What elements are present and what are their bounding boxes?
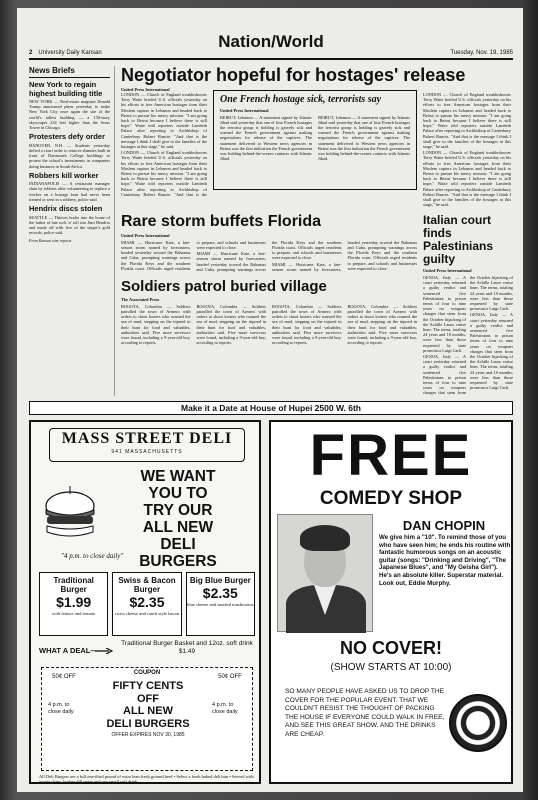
brief-item bbox=[29, 81, 110, 130]
lead-byline: United Press International bbox=[121, 86, 170, 92]
no-cover-text: NO COVER! bbox=[339, 638, 442, 658]
colombia-story bbox=[121, 279, 417, 397]
house-of-hupei-banner: Make it a Date at House of Hupei 2500 W. 6th bbox=[29, 401, 513, 415]
sidebar-byline: United Press International bbox=[220, 107, 269, 113]
colombia-byline: The Associated Press bbox=[121, 296, 160, 302]
brief-text: INDIANAPOLIS — A restaurant manager slain by robbers after volunteering to replace a worker on a hostage loan had never been trained or seen in a robbery, police said. bbox=[29, 181, 110, 202]
newspaper-page bbox=[17, 8, 523, 792]
deal-text: Traditional Burger Basket and 12oz. soft drink $1.49 bbox=[121, 640, 253, 655]
comedian-photo bbox=[277, 514, 373, 632]
colombia-headline: Soldiers patrol buried village bbox=[121, 279, 327, 295]
page-header bbox=[29, 30, 513, 60]
lead-body-continued: LONDON — Church of England troubleshooter Terry Waite briefed U.S. officials yesterday on his efforts to free American hostages from their Moslem captors in Lebanon and headed back to Beirut to pursue his mercy mission. "I am going back to Beirut because I believe there is still hope," Waite told reporters outside Lambeth Palace after reporting to Archbishop of Canterbury Robert Runcie. "And that is the message I think I shall give to the families of the hostages at this stage," he said. LONDON — Church of England troubleshooter Terry Waite briefed U.S. officials yesterday on his efforts to free American hostages from their Moslem captors in Lebanon and headed back to Beirut to pursue his mercy mission. "I am going back to Beirut because I believe there is still hope," Waite told reporters outside Lambeth Palace after reporting to Archbishop of Canterbury Robert Runcie. "And that is the message I think I shall give to the families of the hostages at this stage," he said. bbox=[423, 92, 511, 208]
coupon-discount: 50¢ OFF bbox=[218, 674, 242, 680]
deli-headline: WE WANT YOU TO TRY OUR ALL NEW DELI BURGERS bbox=[139, 468, 217, 570]
brief-item bbox=[29, 205, 110, 235]
deal-row bbox=[39, 640, 255, 664]
comedian-bio: We give him a "10". To remind those of you who have seen him; he ends his routine with fantastic humorous songs on an acoustic guitar (songs: "Drinking and Driving", "The Japanese Blues", and "My Geisha Girl"). He's an absolute killer. Superstar material. Look out, Eddie Murphy. bbox=[379, 534, 511, 587]
italy-story bbox=[423, 214, 513, 397]
brief-headline: Robbers kill worker bbox=[29, 170, 99, 180]
brief-headline: Hendrix discs stolen bbox=[29, 204, 103, 214]
comedy-body-text: SO MANY PEOPLE HAVE ASKED US TO DROP THE COVER FOR THE POPULAR EVENT. THAT WE COULDN'T RESIST THE THOUGHT OF PACKING THE HOUSE IF EVERYONE COULD WALK IN FREE, AND SEE THIS GREAT SHOW. AND THE DRINKS ARE CHEAP. bbox=[285, 688, 445, 738]
italy-byline: United Press International bbox=[423, 268, 472, 273]
burger-price-list bbox=[39, 572, 255, 636]
florida-story bbox=[121, 214, 417, 276]
brief-text: NEW YORK — Real-estate magnate Donald Trump announced plans yesterday to make New York City once again the site of the world's tallest building — a 150-story skyscraper 234 feet higher than the Sears Tower in Chicago. bbox=[29, 99, 110, 131]
italy-headline: Italian court finds Palestinians guilty bbox=[423, 214, 494, 266]
sidebar-story bbox=[213, 90, 417, 190]
italy-body: GENOA, Italy — A court yesterday returned a guilty verdict and sentenced five Palestinians to prison terms of four to nine years on weapons charges that stem from the October hijacking of the Achille Lauro cruise liner. The terms, totaling 24 years and 10 months, were less than those requested by state prosecutor Luigi Carli. GENOA, Italy — A court yesterday returned a guilty verdict and sentenced five Palestinians to prison terms of four to nine years on weapons charges that stem from the October hijacking of the Achille Lauro cruise liner. The terms, totaling 24 years and 10 months, were less than those requested by state prosecutor Luigi Carli. GENOA, Italy — A court yesterday returned a guilty verdict and sentenced five Palestinians to prison terms of four to nine years on weapons charges that stem from the October hijacking of the Achille Lauro cruise liner. The terms, totaling 24 years and 10 months, were less than those requested by state prosecutor Luigi Carli. bbox=[423, 275, 513, 396]
deli-coupon bbox=[41, 667, 253, 771]
comedian-name: DAN CHOPIN bbox=[402, 518, 486, 533]
briefs-title: News Briefs bbox=[29, 66, 110, 78]
burger-illustration bbox=[41, 484, 99, 550]
comedy-shop-logo bbox=[449, 694, 507, 752]
lead-body: LONDON — Church of England troubleshooter Terry Waite briefed U.S. officials yesterday on his efforts to free American hostages from their Moslem captors in Lebanon and headed back to Beirut to pursue his mercy mission. "I am going back to Beirut because I believe there is still hope," Waite told reporters outside Lambeth Palace after reporting to Archbishop of Canterbury Robert Runcie. "And that is the message I think I shall give to the families of the hostages at this stage," he said. LONDON — Church of England troubleshooter Terry Waite briefed U.S. officials yesterday on his efforts to free American hostages from their Moslem captors in Lebanon and headed back to Beirut to pursue his mercy mission. "I am going back to Beirut because I believe there is still hope," Waite told reporters outside Lambeth Palace after reporting to Archbishop of Canterbury Robert Runcie. "And that is the bbox=[121, 92, 207, 197]
comedy-shop-title: COMEDY SHOP bbox=[319, 488, 463, 509]
florida-body: MIAMI — Hurricane Kate, a late-season storm named by forecasters, headed yesterday toward the Bahamas and Cuba, prompting warnings across the Florida Keys and the southern Florida coast. Officials urged residents to prepare, and schools and businesses were expected to close. MIAMI — Hurricane Kate, a late-season storm named by forecasters, headed yesterday toward the Bahamas and Cuba, prompting warnings across the Florida Keys and the southern Florida coast. Officials urged residents to prepare, and schools and businesses were expected to close. MIAMI — Hurricane Kate, a late-season storm named by forecasters, headed yesterday toward the Bahamas and Cuba, prompting warnings across the Florida Keys and the southern Florida coast. Officials urged residents to prepare, and schools and businesses were expected to close. bbox=[121, 239, 417, 272]
arrow-right-icon bbox=[95, 648, 113, 654]
coupon-label: COUPON bbox=[133, 670, 161, 676]
deal-label: WHAT A DEAL— bbox=[39, 646, 98, 655]
brief-item bbox=[29, 172, 110, 202]
burger-item: Traditional Burger $1.99 with lettuce and tomato bbox=[39, 572, 108, 636]
florida-headline: Rare storm buffets Florida bbox=[121, 214, 322, 230]
brief-text: SEATTLE — Thieves broke into the home of the father of late rock 'n' roll star Jimi Hendrix and made off with five of the singer's gold records, police said. bbox=[29, 214, 110, 236]
deli-footer: All Deli Burgers are a full one-third pound of extra lean fresh ground beef • Select a fresh baked deli bun • Served with potato chips, kosher dill spear and any small soft drink bbox=[39, 774, 254, 785]
page-number-paper: 2 University Daily Kansan bbox=[29, 50, 102, 56]
mass-street-deli-ad bbox=[29, 420, 261, 784]
sidebar-body: BEIRUT, Lebanon — A statement signed by Islamic Jihad said yesterday that one of four French hostages the terrorist group is holding is gravely sick and warned the French government against making negotiations for release of the captives. The statement delivered to Western news agencies in Beirut was the first indication the French government was holding behind-the-scenes contacts with Islamic Jihad. BEIRUT, Lebanon — A statement signed by Islamic Jihad said yesterday that one of four French hostages the terrorist group is holding is gravely sick and warned the French government against making negotiations for release of the captives. The statement delivered to Western news agencies in Beirut was the first indication the French government was holding behind-the-scenes contacts with Islamic Jihad. bbox=[220, 114, 411, 162]
burger-item: Big Blue Burger $2.35 blue cheese and sautéed mushrooms bbox=[186, 572, 255, 636]
colombia-body: BOGOTA, Colombia — Soldiers patrolled the town of Armero with orders to shoot looters who roamed the sea of mud, stepping on the injured in their hunt for food and valuables, authorities said. Five more survivors were found, including a 9-year-old boy, according to reports. BOGOTA, Colombia — Soldiers patrolled the town of Armero with orders to shoot looters who roamed the sea of mud, stepping on the injured in their hunt for food and valuables, authorities said. Five more survivors were found, including a 9-year-old boy, according to reports. BOGOTA, Colombia — Soldiers patrolled the town of Armero with orders to shoot looters who roamed the sea of mud, stepping on the injured in their hunt for food and valuables, authorities said. Five more survivors were found, including a 9-year-old boy, according to reports. BOGOTA, Colombia — Soldiers patrolled the town of Armero with orders to shoot looters who roamed the sea of mud, stepping on the injured in their hunt for food and valuables, authorities said. Five more survivors were found, including a 9-year-old boy, according to reports. bbox=[121, 303, 417, 346]
deli-logo: MASS STREET DELI 941 MASSACHUSETTS bbox=[49, 428, 245, 462]
show-start-time: (SHOW STARTS AT 10:00) bbox=[330, 662, 452, 673]
brief-item bbox=[29, 133, 110, 169]
brief-text: HANOVER, N.H. — Students yesterday defied a court order to remove shanties built in front of Dartmouth College buildings to protest the school's investments in companies doing business in South Africa. bbox=[29, 142, 110, 169]
issue-date: Tuesday, Nov. 19, 1985 bbox=[450, 50, 513, 56]
brief-headline: New York to regain highest building title bbox=[29, 80, 103, 98]
sidebar-headline: One French hostage sick, terrorists say bbox=[220, 94, 382, 105]
burger-item: Swiss & Bacon Burger $2.35 swiss cheese and ranch style bacon bbox=[112, 572, 181, 636]
coupon-expiry: OFFER EXPIRES NOV 30, 1985 bbox=[111, 732, 185, 738]
coupon-discount: 50¢ OFF bbox=[52, 674, 76, 680]
free-headline: FREE bbox=[309, 423, 473, 488]
coupon-hours: 4 p.m. to close daily bbox=[48, 702, 74, 715]
florida-byline: United Press International bbox=[121, 232, 170, 238]
lead-headline: Negotiator hopeful for hostages' release bbox=[121, 65, 466, 85]
comedy-shop-ad bbox=[269, 420, 513, 784]
coupon-hours: 4 p.m. to close daily bbox=[212, 702, 238, 715]
deli-hours: "4 p.m. to close daily" bbox=[61, 552, 124, 560]
news-briefs-column bbox=[29, 66, 115, 396]
sidebar-continued bbox=[213, 194, 417, 204]
section-title: Nation/World bbox=[218, 32, 324, 51]
brief-headline: Protesters defy order bbox=[29, 132, 105, 142]
coupon-offer: FIFTY CENTS OFF ALL NEW DELI BURGERS bbox=[106, 680, 190, 730]
briefs-credit: From Kansan wire reports bbox=[29, 238, 72, 244]
